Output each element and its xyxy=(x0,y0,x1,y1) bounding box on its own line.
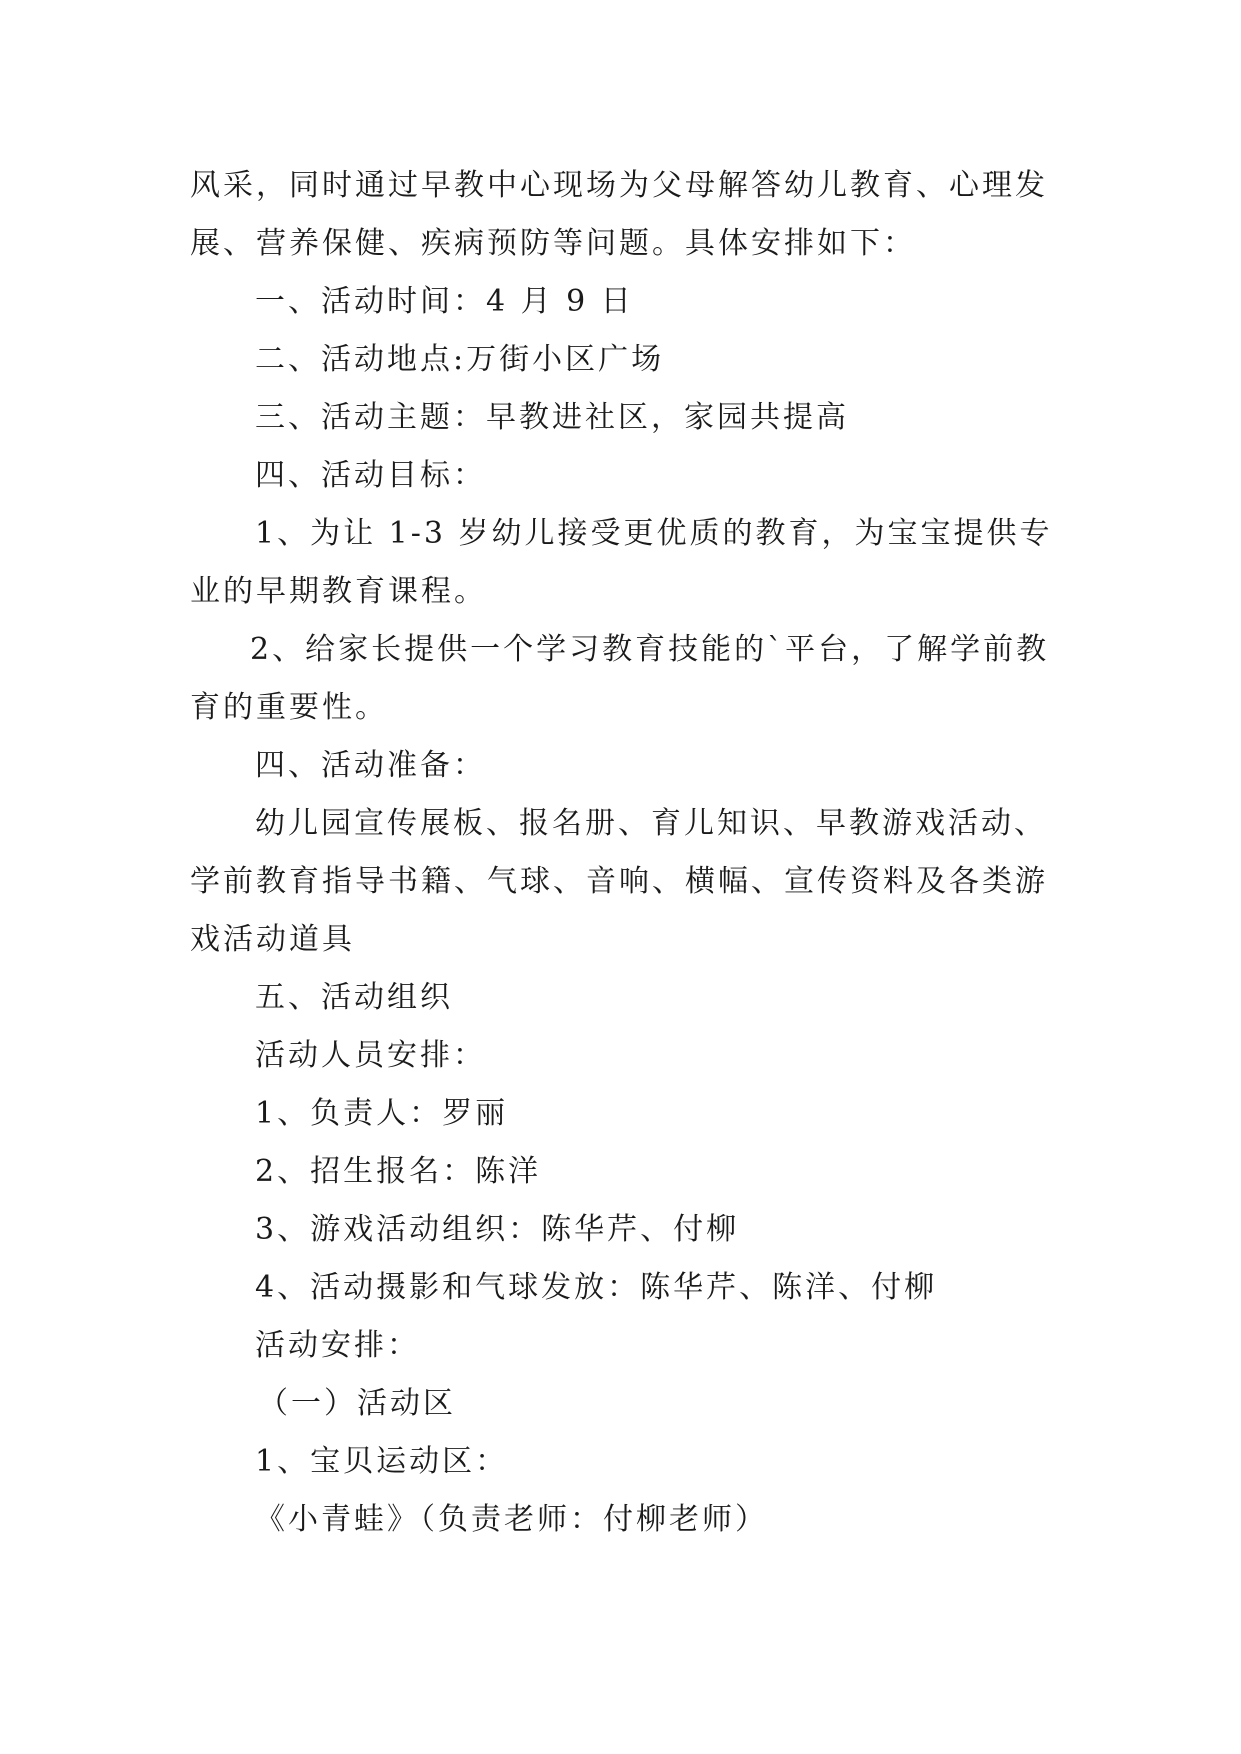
text-line: 1、为让 1-3 岁幼儿接受更优质的教育，为宝宝提供专 xyxy=(255,516,1053,551)
text-line: 1、负责人：罗丽 xyxy=(255,1096,509,1131)
text-line: 四、活动准备： xyxy=(255,748,486,783)
text-line: 学前教育指导书籍、气球、音响、横幅、宣传资料及各类游 xyxy=(190,864,1048,899)
text-line: 展、营养保健、疾病预防等问题。具体安排如下： xyxy=(190,226,916,261)
text-line: 戏活动道具 xyxy=(190,922,355,957)
text-line: 活动人员安排： xyxy=(255,1038,486,1073)
text-line: 业的早期教育课程。 xyxy=(190,574,487,609)
text-line: 三、活动主题：早教进社区，家园共提高 xyxy=(255,400,849,435)
text-line: 活动安排： xyxy=(255,1328,420,1363)
text-line: 3、游戏活动组织：陈华芹、付柳 xyxy=(255,1212,740,1247)
text-line: 2、招生报名：陈洋 xyxy=(255,1154,542,1189)
text-line: 四、活动目标： xyxy=(255,458,486,493)
text-line: 《小青蛙》（负责老师：付柳老师） xyxy=(255,1502,768,1537)
text-line: 风采，同时通过早教中心现场为父母解答幼儿教育、心理发 xyxy=(190,168,1048,203)
text-line: 2、给家长提供一个学习教育技能的`平台，了解学前教 xyxy=(250,632,1050,667)
text-line: 一、活动时间：4 月 9 日 xyxy=(255,284,634,319)
text-line: （一）活动区 xyxy=(258,1386,456,1421)
text-line: 1、宝贝运动区： xyxy=(255,1444,509,1479)
text-line: 五、活动组织 xyxy=(255,980,453,1015)
text-line: 二、活动地点:万街小区广场 xyxy=(255,342,665,377)
text-line: 4、活动摄影和气球发放：陈华芹、陈洋、付柳 xyxy=(255,1270,938,1305)
text-line: 幼儿园宣传展板、报名册、育儿知识、早教游戏活动、 xyxy=(255,806,1047,841)
text-line: 育的重要性。 xyxy=(190,690,388,725)
